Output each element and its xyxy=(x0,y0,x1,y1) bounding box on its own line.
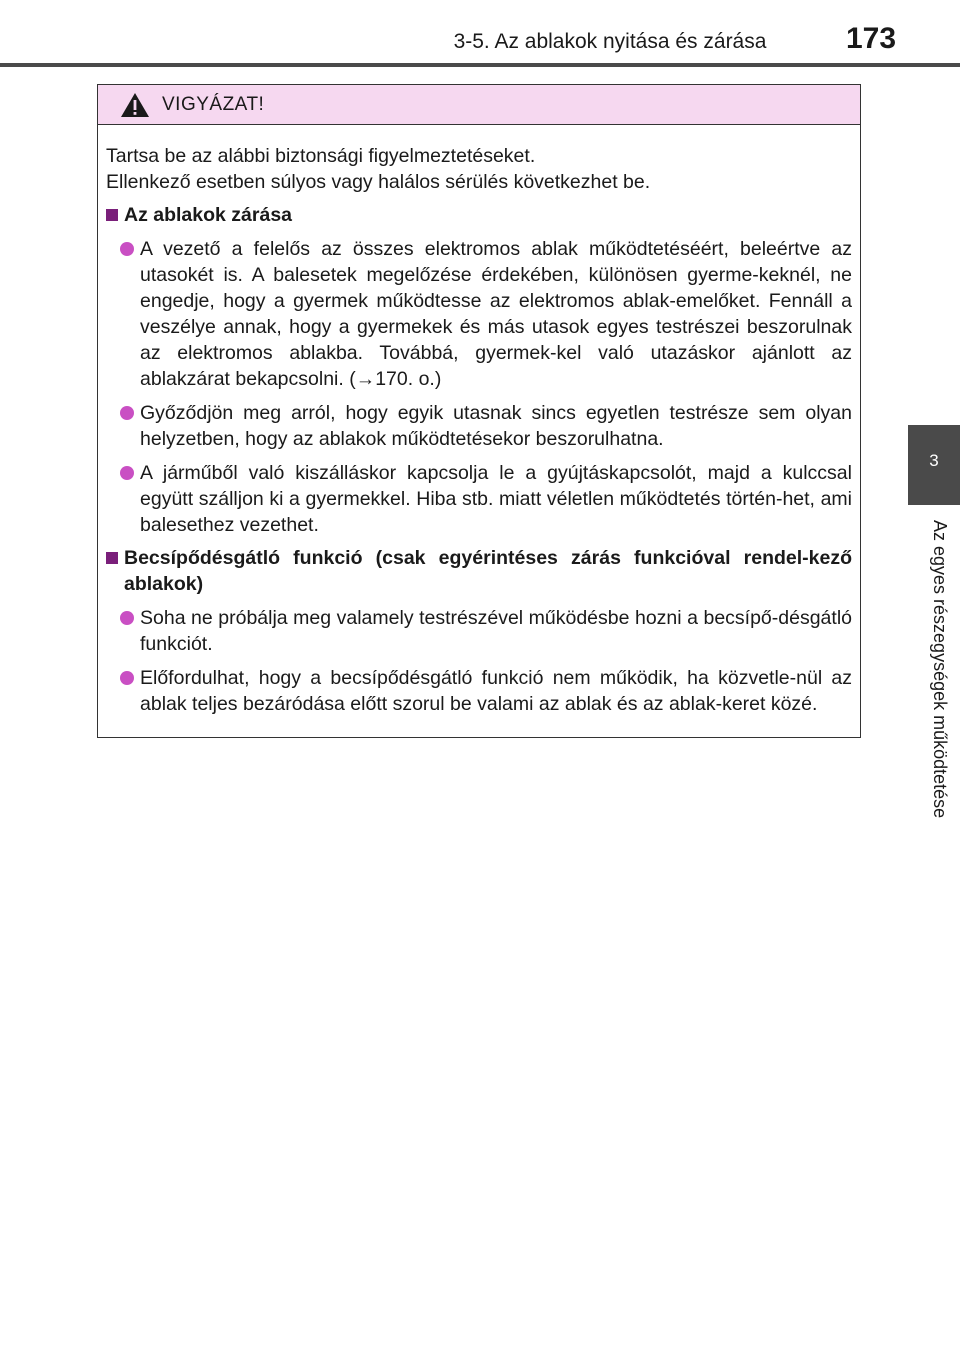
square-bullet-icon xyxy=(106,552,118,564)
section-heading xyxy=(106,545,852,597)
chapter-label: Az egyes részegységek működtetése xyxy=(930,520,950,819)
caution-intro-line: Tartsa be az alábbi biztonsági figyelmeztetéseket. xyxy=(106,145,536,167)
section-heading xyxy=(106,202,852,228)
list-item-text: A járműből való kiszálláskor kapcsolja le a gyújtáskapcsolót, majd a kulccsal együtt szálljon ki a gyermekkel. Hiba stb. miatt véletlen működtetés történ-het, ami balesethez vezethet. xyxy=(140,462,852,536)
header-rule xyxy=(0,63,960,67)
caution-box xyxy=(97,84,861,738)
round-bullet-icon xyxy=(120,671,134,685)
section-heading-text: Az ablakok zárása xyxy=(124,204,293,226)
warning-triangle-icon xyxy=(120,92,150,118)
square-bullet-icon xyxy=(106,209,118,221)
round-bullet-icon xyxy=(120,466,134,480)
list-item-text: Soha ne próbálja meg valamely testrészével működésbe hozni a becsípő-désgátló funkciót. xyxy=(140,607,852,655)
round-bullet-icon xyxy=(120,242,134,256)
caution-title: VIGYÁZAT! xyxy=(162,93,265,115)
list-item-text: Győződjön meg arról, hogy egyik utasnak sincs egyetlen testrésze sem olyan helyzetben, hogy az ablakok működtetésekor beszorulhatna. xyxy=(140,402,852,450)
caution-intro-line: Ellenkező esetben súlyos vagy halálos sérülés következhet be. xyxy=(106,171,651,193)
list-item-text: Előfordulhat, hogy a becsípődésgátló funkció nem működik, ha közvetle-nül az ablak teljes bezáródása előtt szorul be valami az ablak és az ablak-keret közé. xyxy=(140,667,852,715)
list-item xyxy=(120,657,852,717)
chapter-number: 3 xyxy=(929,451,939,470)
round-bullet-icon xyxy=(120,611,134,625)
round-bullet-icon xyxy=(120,406,134,420)
section-title: 3-5. Az ablakok nyitása és zárása xyxy=(453,30,767,53)
caution-section-jam-protection xyxy=(106,545,852,717)
list-item xyxy=(120,392,852,452)
chapter-tab xyxy=(908,425,960,505)
caution-body xyxy=(98,125,860,717)
list-item xyxy=(120,228,852,392)
page-number: 173 xyxy=(845,22,897,55)
list-item xyxy=(120,597,852,657)
list-item xyxy=(120,452,852,538)
caution-header xyxy=(98,85,860,125)
list-item-text: A vezető a felelős az összes elektromos ablak működtetéséért, beleértve az utasokét is. A balesetek megelőzése érdekében, különösen gyerme-keknél, ne engedje, hogy a gyermek működtesse az elektromos ablak-emelőket. Fennáll a veszélye annak, hogy a gyermekek és más utasok egyes testrészei beszorulnak az elektromos ablakba. Továbbá, gyermek-kel való utazáskor ajánlott az ablakzárat bekapcsolni. (→170. o.) xyxy=(140,238,852,390)
caution-section-window-closing xyxy=(106,202,852,538)
section-heading-text: Becsípődésgátló funkció (csak egyérintéses zárás funkcióval rendel-kező ablakok) xyxy=(124,547,852,595)
